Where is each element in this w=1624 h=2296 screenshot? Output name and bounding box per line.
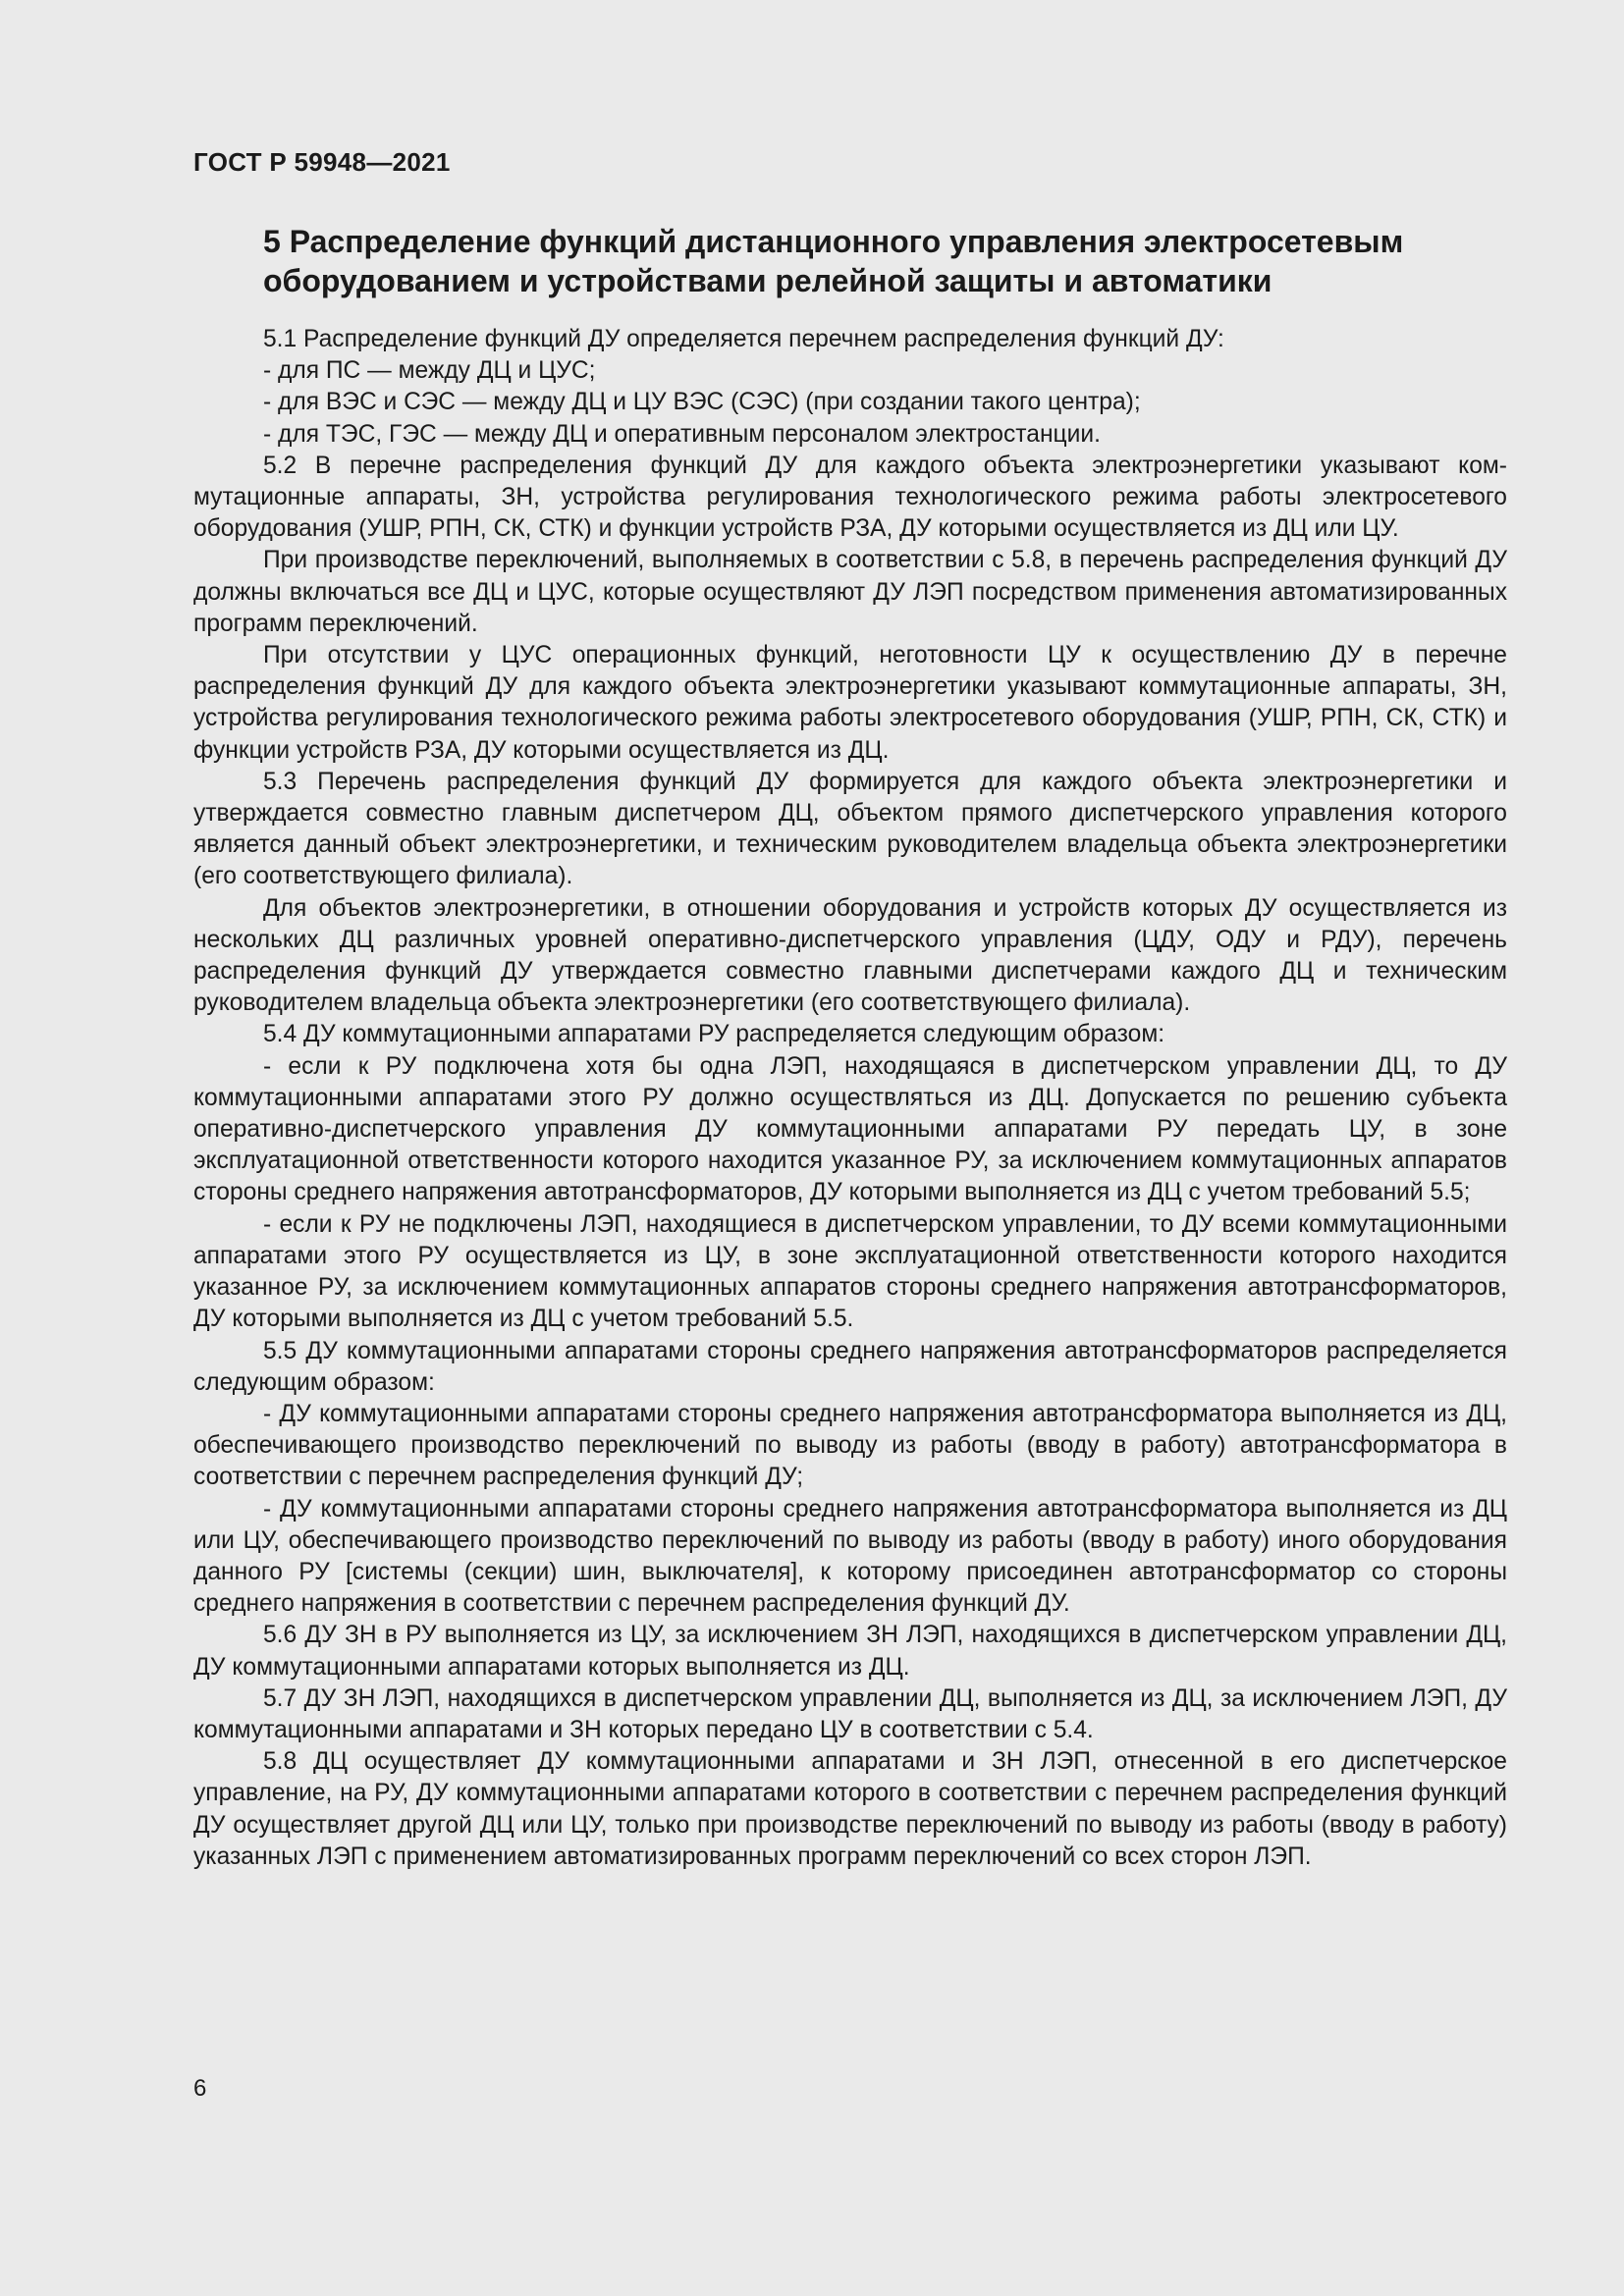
list-item: - ДУ коммутационными аппаратами стороны среднего напряжения автотрансформатора выполняется из ДЦ, обеспечивающего производство переключений по выводу из работы (вводу в работу) автотрансформатора в соответствии с перечнем распределения функций ДУ; (193, 1400, 1507, 1491)
list-item: - ДУ коммутационными аппаратами стороны среднего напряжения автотрансформатора выполняется из ДЦ или ЦУ, обеспечивающего производство переключений по выводу из работы (вводу в работу) иного оборудования данного РУ [системы (секции) шин, выключателя], к которому присоединен автотрансформатор со стороны среднего напряжения в соответствии с перечнем распределения функций ДУ. (193, 1495, 1507, 1618)
paragraph-5-4: 5.4 ДУ коммутационными аппаратами РУ распределяется следующим образом: (263, 1021, 1165, 1048)
section-title (263, 222, 1530, 300)
page-number: 6 (193, 2075, 207, 2102)
document-body (193, 324, 1507, 1873)
paragraph: При отсутствии у ЦУС операционных функций, неготовности ЦУ к осуществлению ДУ в перечне распределения функций ДУ для каждого объекта электроэнергетики указывают коммутационные аппараты, ЗН, устройства регулирования технологического режима работы электросетевого оборудования (УШР, РПН, СК, СТК) и функции устройств РЗА, ДУ которыми осуществляется из ДЦ. (193, 642, 1507, 764)
paragraph-5-6: 5.6 ДУ ЗН в РУ выполняется из ЦУ, за исключением ЗН ЛЭП, находящихся в диспетчерском управлении ДЦ, ДУ коммутационными аппаратами которых выполняется из ДЦ. (193, 1622, 1507, 1681)
section-title-line-2: оборудованием и устройствами релейной защиты и автоматики (263, 263, 1272, 298)
paragraph-5-3: 5.3 Перечень распределения функций ДУ формируется для каждого объекта электроэнергетики и утверждается совместно главным диспетчером ДЦ, объектом прямого диспетчерского управления которого является данный объект электроэнергетики, и техническим руководителем владельца объекта электроэнергетики (его соответствующего филиала). (193, 768, 1507, 890)
section-title-line-1: 5 Распределение функций дистанционного управления электросетевым (263, 224, 1404, 259)
paragraph-5-5: 5.5 ДУ коммутационными аппаратами стороны среднего напряжения автотрансформаторов распределяется следующим образом: (193, 1337, 1507, 1396)
list-item: - если к РУ подключена хотя бы одна ЛЭП, находящаяся в диспетчерском управлении ДЦ, то ДУ коммутационными аппаратами этого РУ должно осуществляться из ДЦ. Допускается по решению субъекта оперативно-диспетчерского управления ДУ коммутационными аппаратами РУ передать ЦУ, в зоне эксплуатационной ответственности которого находится указанное РУ, за исключением коммутационных аппаратов стороны среднего напряжения автотрансформаторов, ДУ которыми выполняется из ДЦ с учетом требований 5.5; (193, 1052, 1507, 1206)
paragraph-5-8: 5.8 ДЦ осуществляет ДУ коммутационными аппаратами и ЗН ЛЭП, отнесенной в его диспетчерское управление, на РУ, ДУ коммутационными аппаратами которого в соответствии с перечнем распределения функций ДУ осуществляет другой ДЦ или ЦУ, только при производстве переключений по выводу из работы (вводу в работу) указанных ЛЭП с применением автоматизированных программ переключений со всех сторон ЛЭП. (193, 1748, 1507, 1870)
paragraph: Для объектов электроэнергетики, в отношении оборудования и устройств которых ДУ осуществляется из нескольких ДЦ различных уровней оперативно-диспетчерского управления (ЦДУ, ОДУ и РДУ), перечень распределения функций ДУ утверждается совместно главными диспетчерами каждого ДЦ и техническим руководителем владельца объекта электроэнергетики (его соответствующего филиала). (193, 894, 1507, 1017)
paragraph-5-2: 5.2 В перечне распределения функций ДУ для каждого объекта электроэнергетики указывают коммутационные аппараты, ЗН, устройства регулирования технологического режима работы электросетевого оборудования (УШР, РПН, СК, СТК) и функции устройств РЗА, ДУ которыми осуществляется из ДЦ или ЦУ. (193, 452, 1507, 543)
list-item: - для ТЭС, ГЭС — между ДЦ и оперативным персоналом электростанции. (263, 420, 1101, 448)
list-item: - для ВЭС и СЭС — между ДЦ и ЦУ ВЭС (СЭС) (при создании такого центра); (263, 389, 1141, 416)
list-item: - для ПС — между ДЦ и ЦУС; (263, 357, 596, 385)
paragraph-5-7: 5.7 ДУ ЗН ЛЭП, находящихся в диспетчерском управлении ДЦ, выполняется из ДЦ, за исключением ЛЭП, ДУ коммутационными аппаратами и ЗН которых передано ЦУ в соответствии с 5.4. (193, 1684, 1507, 1743)
paragraph-5-1: 5.1 Распределение функций ДУ определяется перечнем распределения функций ДУ: (263, 326, 1224, 352)
list-item: - если к РУ не подключены ЛЭП, находящиеся в диспетчерском управлении, то ДУ всеми коммутационными аппаратами этого РУ осуществляется из ЦУ, в зоне эксплуатационной ответственности которого находится указанное РУ, за исключением коммутационных аппаратов стороны среднего напряжения автотрансформаторов, ДУ которыми выполняется из ДЦ с учетом требований 5.5. (193, 1210, 1507, 1333)
document-header-standard-id: ГОСТ Р 59948—2021 (193, 147, 451, 177)
paragraph: При производстве переключений, выполняемых в соответствии с 5.8, в перечень распределения функций ДУ должны включаться все ДЦ и ЦУС, которые осуществляют ДУ ЛЭП посредством применения автоматизированных программ переключений. (193, 547, 1507, 637)
